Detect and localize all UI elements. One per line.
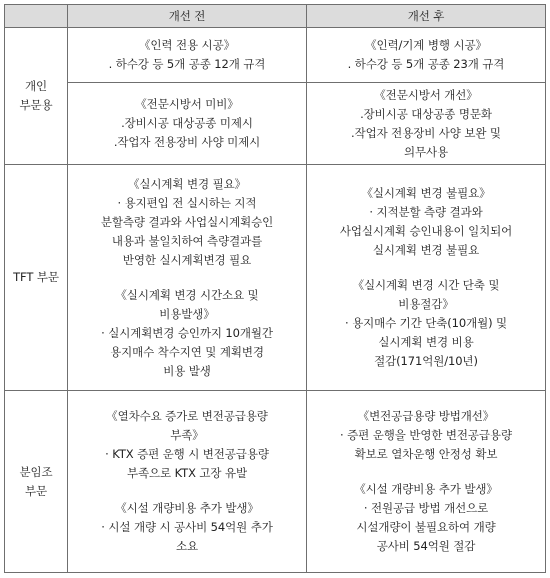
text-line: 《실시계획 변경 시간 단축 및 (352, 278, 500, 292)
after-cell-plan-change (307, 165, 546, 391)
text-line: 소요 (175, 539, 199, 553)
text-line: · 용지편입 전 실시하는 지적 (117, 195, 257, 210)
improvement-comparison-table (4, 4, 546, 573)
text-line: · KTX 증편 운행 시 변전공급용량 (105, 447, 269, 461)
text-line: 《열차수요 증가로 변전공급용량 (106, 409, 268, 423)
text-line: 시설개량이 불필요하여 개량 (356, 520, 496, 534)
header-before: 개선 전 (68, 5, 307, 28)
spacer (68, 483, 306, 499)
table-row (5, 28, 546, 83)
before-cell-plan-change (68, 165, 307, 391)
text-line: 공사비 54억원 절감 (376, 539, 476, 553)
before-cell-specification (68, 83, 307, 165)
text-line: 《전문시방서 미비》 (135, 97, 239, 111)
category-tft (5, 165, 68, 391)
after-cell-construction (307, 28, 546, 83)
text-line: 《인력 전용 시공》 (139, 38, 235, 52)
before-cell-power-supply (68, 391, 307, 573)
category-label-line: 분임조 (19, 464, 53, 479)
text-line: .장비시공 대상공종 명문화 (360, 106, 492, 121)
after-cell-specification (307, 83, 546, 165)
spacer (307, 260, 545, 276)
text-line: 반영한 실시계획변경 필요 (122, 252, 252, 267)
after-cell-power-supply (307, 391, 546, 573)
table-row (5, 165, 546, 391)
text-line: · 시설 개량 시 공사비 54억원 추가 (101, 520, 273, 534)
header-category-cell (5, 5, 68, 28)
text-line: 《인력/기계 병행 시공》 (365, 38, 487, 52)
spacer (307, 464, 545, 480)
text-line: 《변전공급용량 방법개선》 (357, 409, 495, 423)
text-line: · 증편 운행을 반영한 변전공급용량 (340, 428, 512, 442)
text-line: 부족으로 KTX 고장 유발 (127, 466, 247, 480)
category-label-line: TFT 부문 (13, 270, 59, 284)
text-line: 절감(171억원/10년) (374, 354, 478, 368)
text-line: · 실시계획변경 승인까지 10개월간 (101, 325, 273, 340)
text-line: 《시설 개량비용 추가 발생》 (354, 482, 498, 496)
text-line: . 하수강 등 5개 공종 12개 규격 (108, 57, 266, 71)
before-cell-construction (68, 28, 307, 83)
text-line: 비용절감》 (398, 297, 454, 311)
text-line: 실시계획 변경 비용 (378, 335, 474, 349)
text-line: 내용과 불일치하여 측량결과를 (111, 233, 263, 248)
text-line: 비용발생》 (159, 306, 215, 321)
text-line: 실시계획 변경 불필요 (372, 243, 480, 257)
table-row (5, 83, 546, 165)
text-line: 부족》 (170, 428, 204, 442)
text-line: 《실시계획 변경 불필요》 (361, 186, 491, 200)
text-line: .작업자 전용장비 사양 미제시 (113, 135, 261, 149)
text-line: 비용 발생 (163, 363, 211, 378)
header-after: 개선 후 (307, 5, 546, 28)
text-line: · 지적분할 측량 결과와 (369, 205, 483, 219)
text-line: .장비시공 대상공종 미제시 (121, 116, 253, 130)
text-line: 《실시계획 변경 필요》 (128, 176, 246, 191)
text-line: 《실시계획 변경 시간소요 및 (115, 287, 259, 302)
text-line: 《전문시방서 개선》 (374, 87, 478, 102)
text-line: 사업실시계획 승인내용이 일치되어 (339, 224, 513, 238)
table-row (5, 391, 546, 573)
text-line: · 용지매수 기간 단축(10개월) 및 (344, 316, 508, 330)
spacer (68, 270, 306, 286)
text-line: . 하수강 등 5개 공종 23개 규격 (347, 57, 505, 71)
text-line: 용지매수 착수지연 및 계획변경 (110, 344, 264, 359)
text-line: .작업자 전용장비 사양 보완 및 (351, 125, 501, 140)
category-label-line: 부문 (24, 483, 48, 498)
text-line: 분할측량 결과와 사업실시계획승인 (100, 214, 274, 229)
category-individual (5, 28, 68, 165)
text-line: · 전원공급 방법 개선으로 (363, 501, 489, 515)
category-label-line: 부문용 (19, 98, 53, 112)
table-header-row (5, 5, 546, 28)
category-label-line: 개인 (24, 79, 48, 93)
text-line: 《시설 개량비용 추가 발생》 (115, 501, 259, 515)
text-line: 확보로 열차운행 안정성 확보 (354, 447, 498, 461)
text-line: 의무사용 (403, 144, 449, 159)
category-working-group (5, 391, 68, 573)
